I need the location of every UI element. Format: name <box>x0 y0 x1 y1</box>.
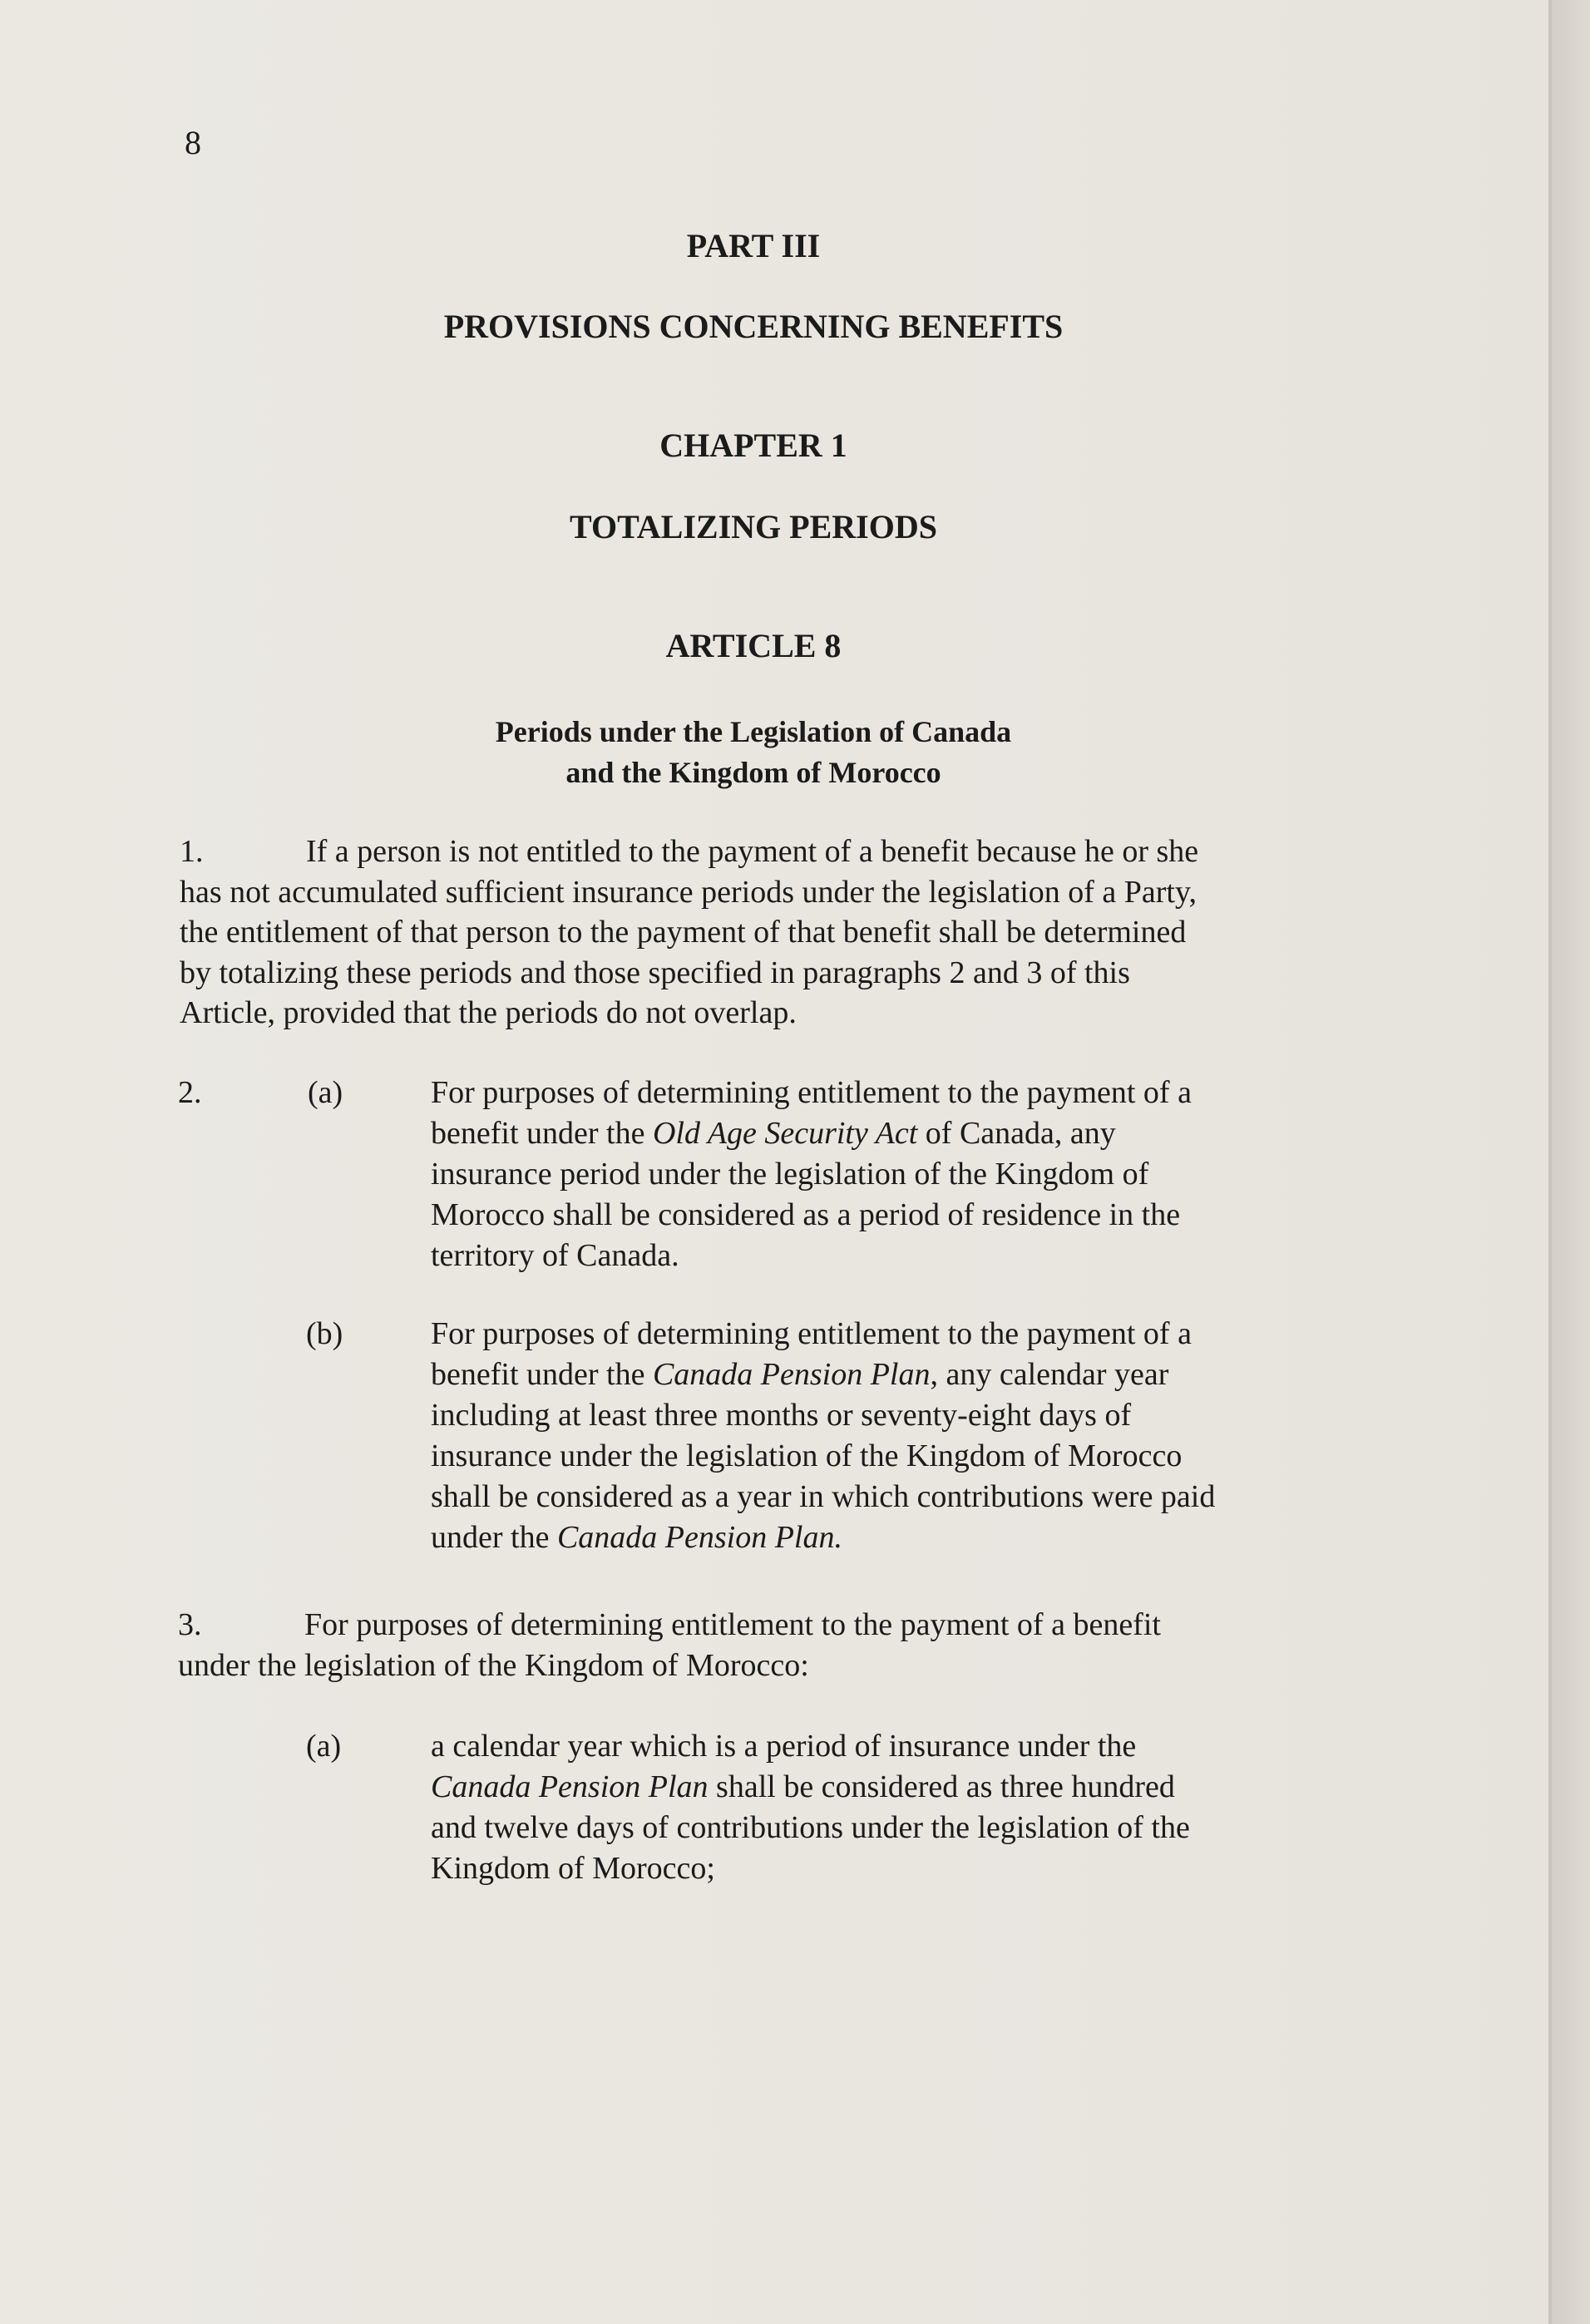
paragraph-1-line: Article, provided that the periods do not overlap. <box>180 995 797 1030</box>
item-2b-line: benefit under the Canada Pension Plan, any calendar year <box>431 1357 1169 1392</box>
item-2a-line: Morocco shall be considered as a period of residence in the <box>431 1197 1181 1232</box>
act-title: Old Age Security Act <box>652 1116 918 1151</box>
item-2b-line: shall be considered as a year in which contributions were paid <box>431 1479 1216 1514</box>
item-3a-line: Canada Pension Plan shall be considered as three hundred <box>431 1769 1175 1804</box>
item-3a-line: Kingdom of Morocco; <box>431 1851 715 1886</box>
paragraph-2-number: 2. <box>178 1075 202 1110</box>
paragraph-1-number: 1. <box>180 834 204 869</box>
paragraph-3-text: For purposes of determining entitlement to the payment of a benefit <box>304 1607 1161 1642</box>
paragraph-1-line: has not accumulated sufficient insurance periods under the legislation of a Party, <box>180 874 1197 910</box>
paragraph-1-line <box>180 831 1360 872</box>
item-2b-line: For purposes of determining entitlement to the payment of a <box>431 1316 1192 1351</box>
paragraph-3 <box>178 1605 1359 1685</box>
plan-title: Canada Pension Plan <box>431 1769 709 1804</box>
paragraph-1-text: If a person is not entitled to the payment of a benefit because he or she <box>306 834 1199 869</box>
item-2a-line: insurance period under the legislation of the Kingdom of <box>431 1157 1149 1192</box>
item-3a-line: a calendar year which is a period of insurance under the <box>431 1729 1137 1764</box>
article-title-line-1: Periods under the Legislation of Canada <box>495 715 1012 748</box>
plan-title: Canada Pension Plan. <box>556 1520 842 1555</box>
item-3a-line: and twelve days of contributions under the legislation of the <box>431 1810 1190 1845</box>
adjacent-page-strip <box>1552 0 1590 2324</box>
item-3a-text <box>431 1726 1329 1889</box>
item-2a-text <box>431 1073 1329 1276</box>
paragraph-1-line: the entitlement of that person to the payment of that benefit shall be determined <box>180 915 1187 950</box>
paragraph-3-number: 3. <box>178 1607 202 1642</box>
plan-title: Canada Pension Plan <box>652 1357 931 1392</box>
paragraph-3-line: under the legislation of the Kingdom of Morocco: <box>178 1647 809 1683</box>
article-title-line-2: and the Kingdom of Morocco <box>565 756 941 789</box>
item-2b-line: insurance under the legislation of the Kingdom of Morocco <box>431 1438 1183 1473</box>
part-heading: PART III <box>686 227 821 264</box>
item-2a-line: territory of Canada. <box>431 1238 679 1273</box>
item-2b-line: including at least three months or seventy-eight days of <box>431 1398 1132 1433</box>
item-2b-text <box>431 1314 1329 1558</box>
item-3a-marker: (a) <box>306 1729 342 1764</box>
paragraph-3-line <box>178 1605 1359 1646</box>
item-2a-line: benefit under the Old Age Security Act of Canada, any <box>431 1116 1116 1151</box>
item-2a-marker: (a) <box>308 1075 343 1110</box>
part-title: PROVISIONS CONCERNING BENEFITS <box>443 308 1064 345</box>
item-2b-line: under the Canada Pension Plan. <box>431 1520 842 1555</box>
item-2b-marker: (b) <box>306 1316 343 1351</box>
article-heading: ARTICLE 8 <box>665 627 842 664</box>
chapter-heading: CHAPTER 1 <box>659 427 847 464</box>
item-2a-line: For purposes of determining entitlement to the payment of a <box>431 1075 1192 1110</box>
chapter-title: TOTALIZING PERIODS <box>570 508 937 545</box>
paragraph-1-line: by totalizing these periods and those specified in paragraphs 2 and 3 of this <box>180 955 1130 990</box>
page-number: 8 <box>185 124 201 161</box>
paragraph-1 <box>180 831 1360 1034</box>
